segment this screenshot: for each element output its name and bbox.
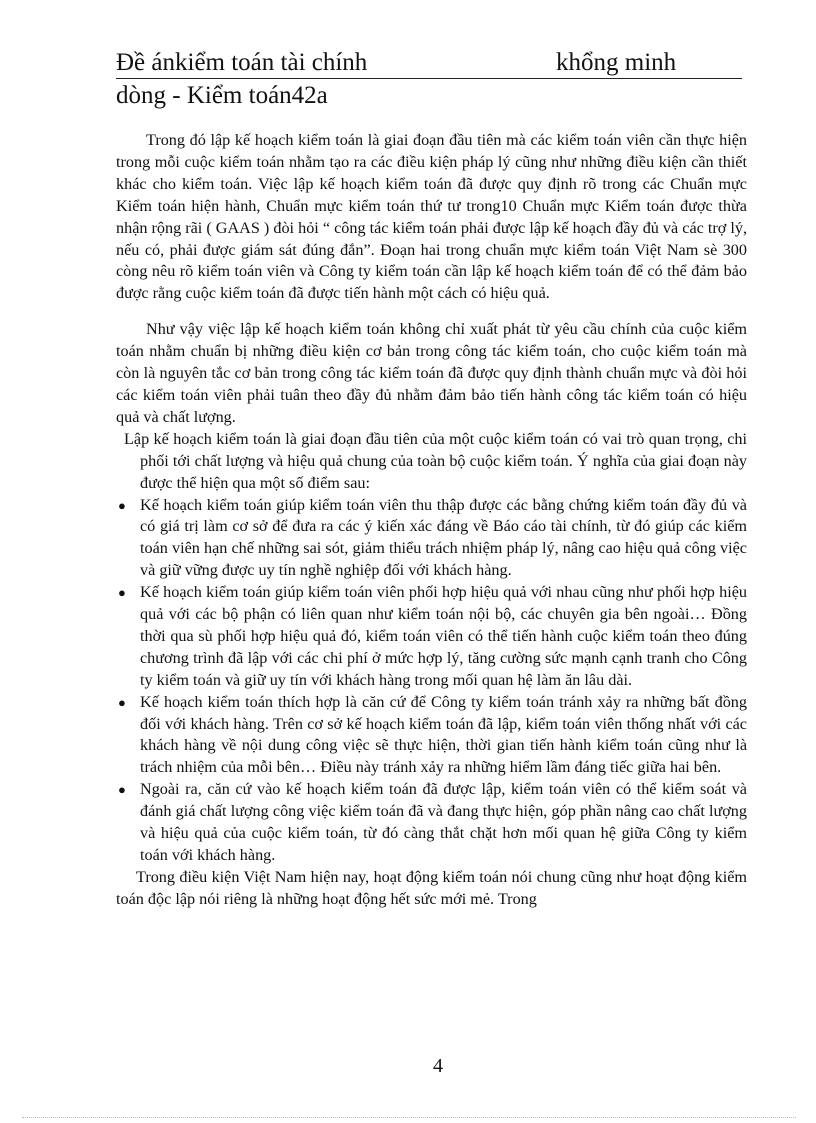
bullet-text-3: Kế hoạch kiểm toán thích hợp là căn cứ để Công ty kiểm toán tránh xảy ra những bất đồng đối với khách hàng. Trên cơ sở kế hoạch kiểm toán đã lập, kiểm toán viên thống nhất với các khách hàng về nội dung công việc sẽ thực hiện, thời gian tiến hành kiểm toán cũng như là trách nhiệm của mỗi bên… Điều này tránh xảy ra những hiểm lầm đáng tiếc giữa hai bên. xyxy=(140,692,747,777)
bullet-text-4: Ngoài ra, căn cứ vào kế hoạch kiểm toán đã được lập, kiểm toán viên có thể kiểm soát và đánh giá chất lượng công việc kiểm toán đã và đang thực hiện, góp phần nâng cao chất lượng và hiệu quả của cuộc kiểm toán, từ đó càng thắt chặt hơn mối quan hệ giữa Công ty kiểm toán với khách hàng. xyxy=(140,780,747,864)
header-subtitle: dòng - Kiểm toán42a xyxy=(116,82,328,109)
page-header xyxy=(116,50,742,111)
paragraph-2: Như vậy việc lập kế hoạch kiểm toán không chỉ xuất phát từ yêu cầu chính của cuộc kiểm toán nhằm chuẩn bị những điều kiện cơ bản trong công tác kiểm toán, cho cuộc kiểm toán mà còn là nguyên tắc cơ bản trong công tác kiểm toán đã được quy định thành chuẩn mực và đòi hỏi các kiểm toán viên phải tuân theo đầy đủ nhằm đảm bảo tiến hành công tác kiểm toán có hiệu quả và chất lượng. xyxy=(116,320,747,426)
list-item xyxy=(116,495,747,583)
paragraph-3: Lập kế hoạch kiểm toán là giai đoạn đầu tiên của một cuộc kiểm toán có vai trò quan trọng, chi phối tới chất lượng và hiệu quả chung của toàn bộ cuộc kiểm toán. Ý nghĩa của giai đoạn này được thể hiện qua một số điểm sau: xyxy=(124,429,747,492)
header-title-right: khổng minh xyxy=(556,49,677,76)
document-body xyxy=(116,130,747,911)
list-item xyxy=(116,779,747,867)
bullet-list xyxy=(116,495,747,867)
bullet-icon: ● xyxy=(118,694,126,710)
page-number: 4 xyxy=(433,1055,443,1077)
closing-paragraph: Trong điều kiện Việt Nam hiện nay, hoạt động kiểm toán nói chung cũng như hoạt động kiểm toán độc lập nói riêng là những hoạt động hết sức mới mẻ. Trong xyxy=(116,867,747,908)
bullet-text-1: Kế hoạch kiểm toán giúp kiểm toán viên thu thập được các bằng chứng kiểm toán đầy đủ và có giá trị làm cơ sở để đưa ra các ý kiến xác đáng về Báo cáo tài chính, từ đó giúp các kiểm toán viên hạn chế những sai sót, giảm thiểu trách nhiệm pháp lý, nâng cao hiệu quả công việc và giữ vững được uy tín nghề nghiệp đối với khách hàng. xyxy=(140,495,747,580)
list-item xyxy=(116,692,747,780)
bullet-text-2: Kế hoạch kiểm toán giúp kiểm toán viên phối hợp hiệu quả với nhau cũng như phối hợp hiệu quả với các bộ phận có liên quan như kiểm toán nội bộ, các chuyên gia bên ngoài… Đồng thời qua sù phối hợp hiệu quả đó, kiểm toán viên có thể tiến hành cuộc kiểm toán theo đúng chương trình đã lập với các chi phí ở mức hợp lý, tăng cường sức mạnh cạnh tranh cho Công ty kiểm toán và giữ uy tín với khách hàng trong mối quan hệ làm ăn lâu dài. xyxy=(140,583,747,689)
paragraph-1: Trong đó lập kế hoạch kiểm toán là giai đoạn đầu tiên mà các kiểm toán viên cần thực hiện trong mỗi cuộc kiểm toán nhằm tạo ra các điều kiện pháp lý cũng như những điều kiện cần thiết khác cho kiểm toán. Việc lập kế hoạch kiểm toán đã được quy định rõ trong các Chuẩn mực Kiểm toán hiện hành, Chuẩn mực kiểm toán thứ tư trong10 Chuẩn mực Kiểm toán được thừa nhận rộng rãi ( GAAS ) đòi hỏi “ công tác kiểm toán phải được lập kế hoạch đầy đủ và các trợ lý, nếu có, phải được giám sát đúng đắn”. Đoạn hai trong chuẩn mực kiểm toán Việt Nam sè 300 còng nêu rõ kiểm toán viên và Công ty kiểm toán cần lập kế hoạch kiểm toán để có thể đảm bảo được rằng cuộc kiểm toán đã được tiến hành một cách có hiệu quả. xyxy=(116,131,747,303)
bullet-icon: ● xyxy=(118,585,126,601)
bullet-icon: ● xyxy=(118,782,126,798)
header-title-left: Đề ánkiểm toán tài chính xyxy=(116,49,368,76)
page-bottom-divider xyxy=(22,1117,796,1118)
list-item xyxy=(116,582,747,692)
header-title-line xyxy=(116,50,742,79)
bullet-icon: ● xyxy=(118,497,126,513)
